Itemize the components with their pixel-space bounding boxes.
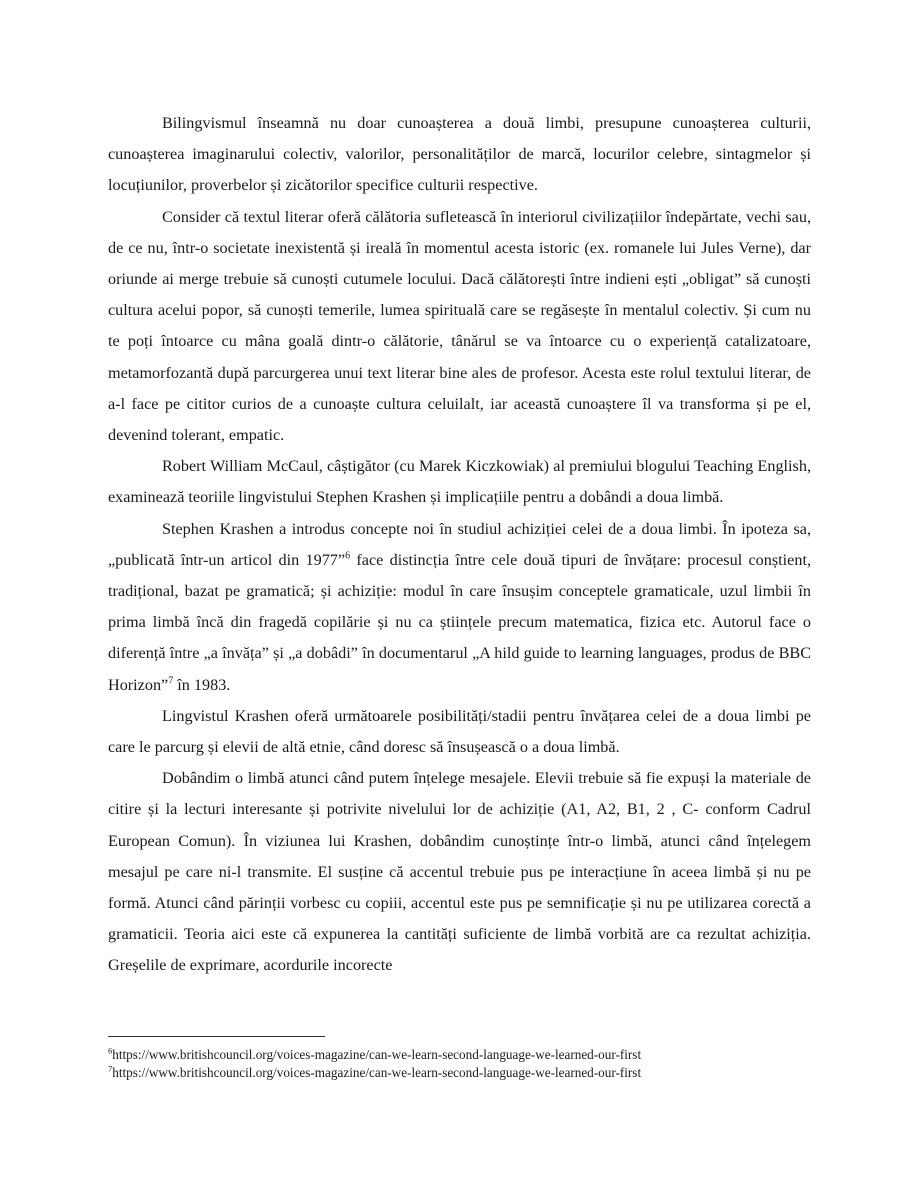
footnote-ref-7[interactable]: 7 (168, 675, 174, 687)
document-body (108, 108, 811, 982)
footnote-7 (108, 1064, 828, 1082)
footnote-number: 6 (108, 1045, 113, 1056)
footnote-number: 7 (108, 1063, 113, 1074)
text-segment: face distincția între cele două tipuri de învățare: procesul conștient, tradițional, bazat pe gramatică; și achiziție: modul în care însușim conceptele gramaticale, uzul limbii în prima limbă încă din fragedă copilărie și nu ca științele precum matematica, fizica etc. Autorul face o diferență între „a învăța” și „a dobâdi” în documentarul „A hild guide to learning languages, produs de BBC Horizon” (108, 550, 811, 694)
paragraph-dobandim: Dobândim o limbă atunci când putem înțelege mesajele. Elevii trebuie să fie expuși la materiale de citire și la lecturi interesante și potrivite nivelului lor de achiziție (A1, A2, B1, 2 , C- conform Cadrul European Comun). În viziunea lui Krashen, dobândim cunoștințe într-o limbă, atunci când înțelegem mesajul pe care ni-l transmite. El susține că accentul trebuie pus pe interacțiune în aceea limbă și nu pe formă. Atunci când părinții vorbesc cu copiii, accentul este pus pe semnificație și nu pe utilizarea corectă a gramaticii. Teoria aici este că expunerea la cantități suficiente de limbă vorbită are ca rezultat achiziția. Greșelile de exprimare, acordurile incorecte (108, 769, 811, 975)
text-segment: în 1983. (173, 675, 231, 694)
footnote-link[interactable]: https://www.britishcouncil.org/voices-magazine/can-we-learn-second-language-we-learned-our-first (112, 1047, 642, 1062)
footnote-separator (108, 1036, 325, 1037)
text-segment: Stephen Krashen a introdus concepte noi în studiul achiziției celei de a doua limbi. În ipoteza sa, „publicată într-un articol din 1977” (108, 519, 811, 569)
footnotes (108, 1046, 828, 1082)
paragraph-text-literar: Consider că textul literar oferă călătoria sufletească în interiorul civilizațiilor îndepărtate, vechi sau, de ce nu, într-o societate inexistentă și ireală în momentul acesta istoric (ex. romanele lui Jules Verne), dar oriunde ai merge trebuie să cunoști cutumele locului. Dacă călătorești între indieni ești „obligat” să cunoști cultura acelui popor, să cunoști temerile, lumea spirituală care se regăsește în mentalul colectiv. Și cum nu te poți întoarce cu mâna goală dintr-o călătorie, tânărul se va întoarce cu o experiență catalizatoare, metamorfozantă după parcurgerea unui text literar bine ales de profesor. Acesta este rolul textului literar, de a-l face pe cititor curios de a cunoaște cultura celuilalt, iar această cunoaștere îl va transforma și pe el, devenind tolerant, empatic. (108, 207, 811, 445)
paragraph-bilingvism: Bilingvismul înseamnă nu doar cunoașterea a două limbi, presupune cunoașterea culturii, cunoașterea imaginarului colectiv, valorilor, personalităților de marcă, locurilor celebre, sintagmelor și locuțiunilor, proverbelor și zicătorilor specifice culturii respective. (108, 114, 811, 195)
footnote-6 (108, 1046, 828, 1064)
paragraph-krashen-intro (108, 514, 811, 701)
paragraph-stadii: Lingvistul Krashen oferă următoarele posibilități/stadii pentru învățarea celei de a doua limbi pe care le parcurg și elevii de altă etnie, când doresc să însușească o a doua limbă. (108, 706, 811, 757)
footnote-link[interactable]: https://www.britishcouncil.org/voices-magazine/can-we-learn-second-language-we-learned-our-first (112, 1065, 642, 1080)
footnote-ref-6[interactable]: 6 (345, 550, 351, 562)
paragraph-mccaul: Robert William McCaul, câștigător (cu Marek Kiczkowiak) al premiului blogului Teaching English, examinează teoriile lingvistului Stephen Krashen și implicațiile pentru a dobândi a doua limbă. (108, 457, 811, 507)
